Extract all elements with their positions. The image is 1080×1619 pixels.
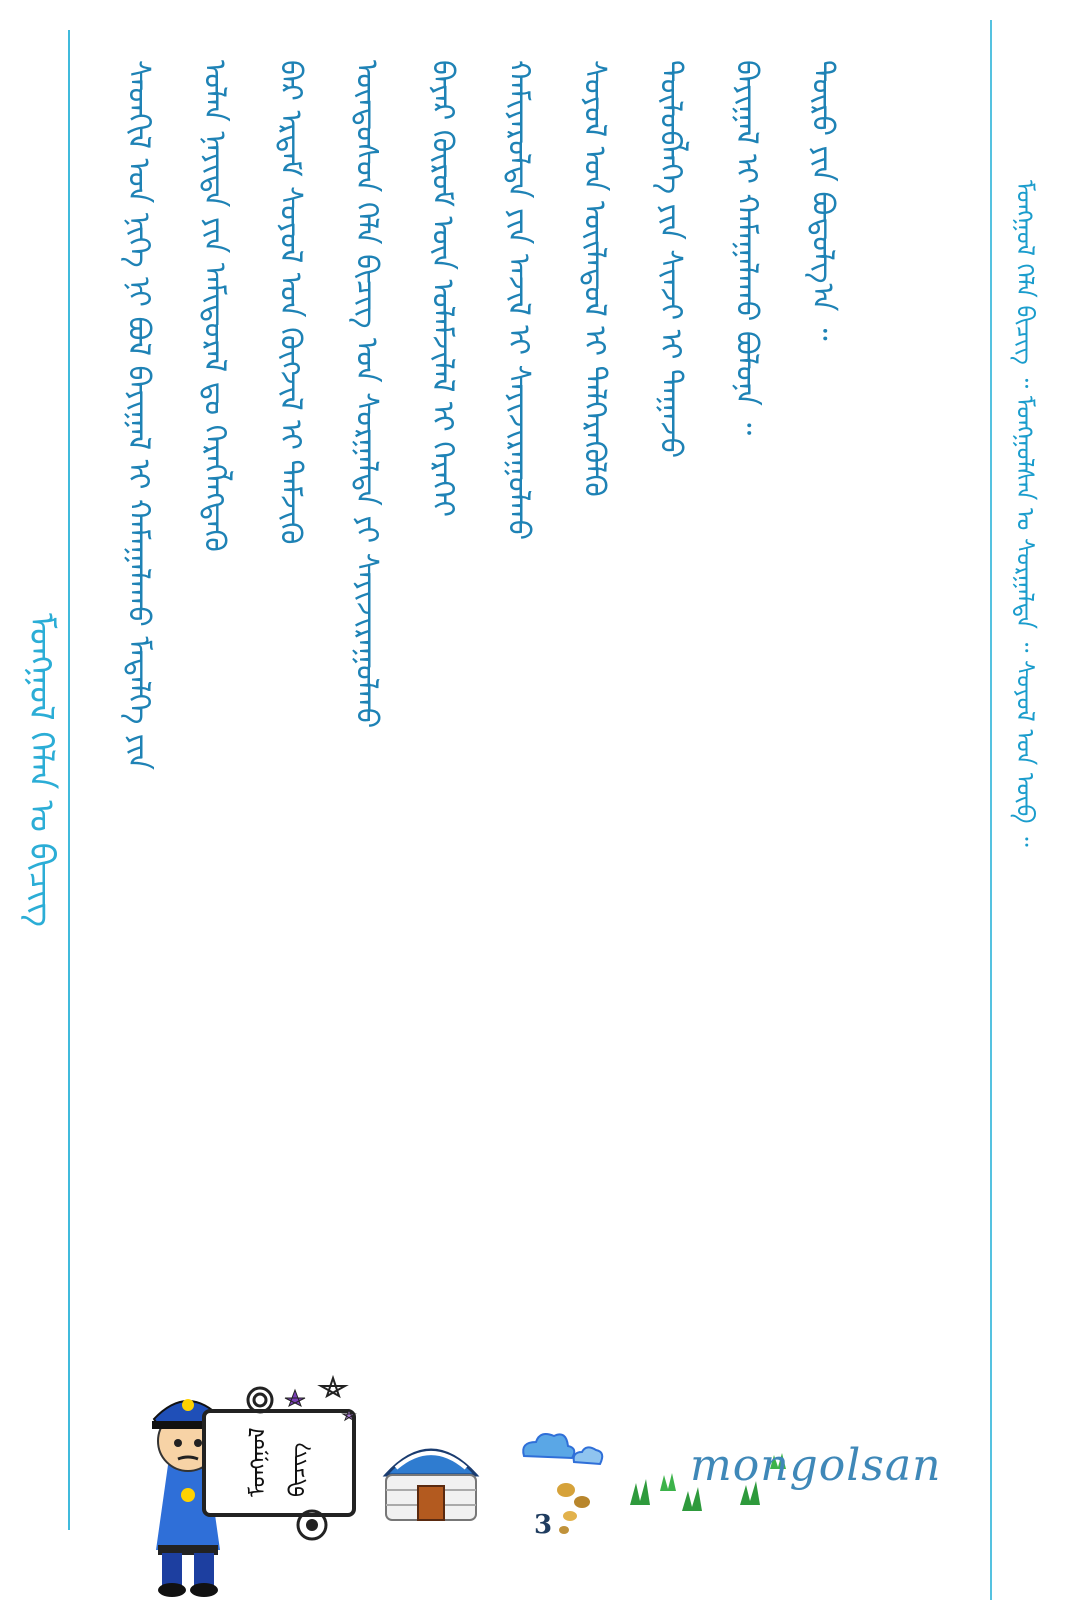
text-column: ᠦᠨᠳᠦᠰᠦᠨ ᠬᠡᠯᠡ ᠪᠢᠴᠢᠭ ᠤᠨ ᠰᠤᠷᠭᠠᠯᠲᠠ ᠶᠢ ᠰᠠᠶᠢᠵᠢᠷᠠᠭᠤᠯᠬᠤ — [349, 60, 384, 729]
text-column: ᠲᠥᠷᠥ ᠶᠢᠨ ᠪᠣᠳᠤᠯᠭ᠎ᠠ ᠃ — [805, 60, 840, 341]
footer-rule — [990, 20, 992, 1600]
svg-text:ᠮᠣᠩᠭᠣᠯ: ᠮᠣᠩᠭᠣᠯ — [246, 1427, 271, 1497]
page-footer-text: ᠮᠣᠩᠭᠣᠯ ᠬᠡᠯᠡ ᠪᠢᠴᠢᠭ ᠃ ᠮᠣᠩᠭᠣᠯᠰᠠᠨ ᠤ ᠰᠤᠷᠭᠠᠯᠲᠠ ᠃ ᠰᠣᠶᠣᠯ ᠤᠨ ᠥᠪ ᠃ — [1011, 180, 1039, 847]
body-text — [100, 60, 940, 1390]
text-column: ᠰᠡᠳᠬᠢᠯ ᠤᠨ ᠨᠢᠭᠡ ᠨᠢ ᠪᠣᠯ ᠪᠠᠶᠢᠭᠠᠯ ᠢ ᠬᠠᠮᠠᠭᠠᠯᠠᠬᠤ ᠮᠡᠳᠡᠯᠭᠡ ᠶᠢᠨ — [121, 60, 156, 771]
text-column: ᠬᠠᠮᠢᠶᠠᠷᠤᠯᠲᠠ ᠶᠢᠨ ᠠᠵᠢᠯ ᠢ ᠰᠠᠶᠢᠵᠢᠷᠠᠭᠤᠯᠬᠤ — [501, 60, 536, 541]
stones-illustration — [552, 1480, 602, 1540]
text-column: ᠰᠣᠶᠣᠯ ᠤᠨ ᠦᠢᠯᠡᠳᠦᠯ ᠢ ᠳᠡᠯᠭᠡᠷᠡᠭᠦᠯᠬᠦ — [577, 60, 612, 497]
text-column: ᠣᠯᠠᠨ ᠨᠡᠶᠢᠲᠡ ᠶᠢᠨ ᠠᠮᠢᠳᠤᠷᠠᠯ ᠳᠤ ᠬᠡᠷᠡᠭᠯᠡᠭᠳᠡᠭᠦ — [197, 60, 232, 552]
clouds-illustration — [516, 1428, 606, 1473]
text-column: ᠪᠠᠶᠢᠭᠠᠯ ᠢ ᠬᠠᠮᠠᠭᠠᠯᠠᠬᠤ ᠪᠣᠯᠤᠨᠠ ᠃ — [729, 60, 764, 436]
yurt-illustration — [376, 1420, 486, 1530]
page-number: 3 — [534, 1510, 553, 1540]
decorative-stars-icon — [245, 1370, 365, 1450]
text-column: ᠪᠡᠷ ᠡᠷᠳᠡᠮ ᠰᠣᠶᠤᠯ ᠤᠨ ᠬᠥᠭᠵᠢᠯ ᠢ ᠳᠡᠮᠵᠢᠬᠦ — [273, 60, 308, 545]
text-column: ᠪᠠᠶᠠᠷ ᠬᠦᠷᠦᠮ ᠦᠨ ᠤᠯᠠᠮᠵᠢᠯᠠᠯ ᠢ ᠭᠡᠷᠡᠬᠡᠢ — [425, 60, 460, 517]
text-column: ᠲᠥᠯᠦᠪᠯᠡᠭᠡ ᠶᠢᠨ ᠰᠢᠨᠵᠢ ᠢ ᠳᠠᠭᠠᠵᠤ — [653, 60, 688, 459]
svg-text:ᠪᠢᠴᠢᠭ: ᠪᠢᠴᠢᠭ — [286, 1442, 311, 1497]
header-rule — [68, 30, 70, 1530]
decorative-swirl-icon — [292, 1505, 332, 1545]
brand-logo-text: mongolsan — [690, 1440, 942, 1491]
page-header-title: ᠮᠣᠩᠭᠣᠯ ᠬᠡᠯᠡᠨ ᠣ ᠪᠢᠴᠢᠭ — [21, 613, 61, 927]
